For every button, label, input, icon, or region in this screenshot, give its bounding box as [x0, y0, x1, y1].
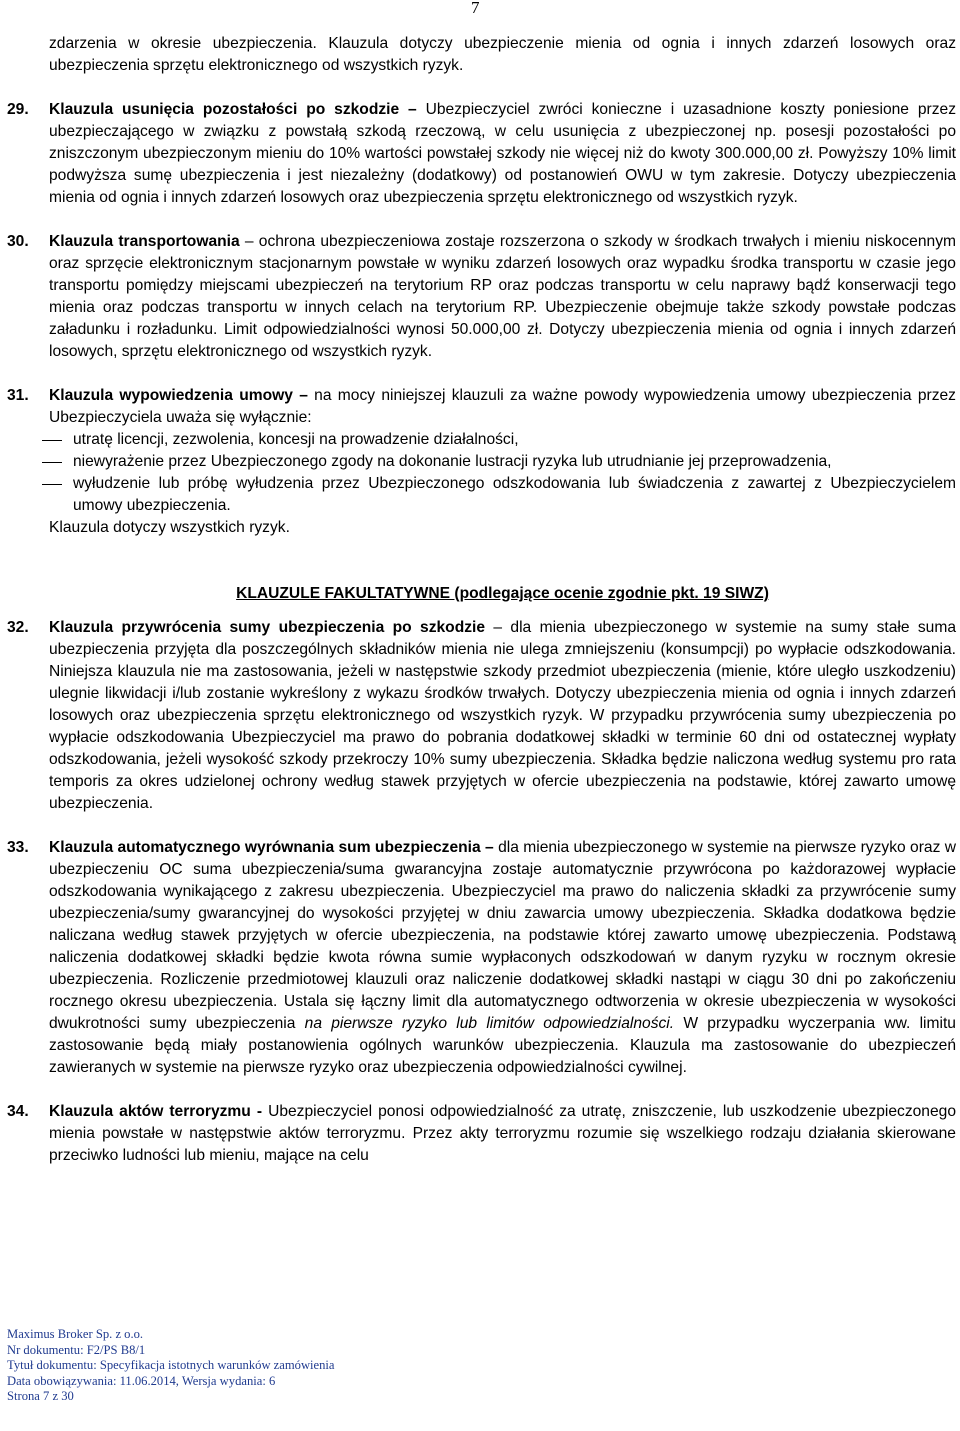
document-body	[0, 33, 960, 1167]
clause-title: Klauzula automatycznego wyrównania sum ubezpieczenia –	[49, 839, 494, 856]
clause-number: 30.	[7, 233, 29, 250]
clause-text: na mocy niniejszej klauzuli za ważne powody wypowiedzenia umowy ubezpieczenia przez Ubezpieczyciela uważa się wyłącznie:	[49, 387, 956, 426]
clause-title: Klauzula transportowania	[49, 233, 240, 250]
clause-number: 32.	[7, 619, 29, 636]
clause-31	[0, 385, 960, 429]
footer-doc-title: Tytuł dokumentu: Specyfikacja istotnych warunków zamówienia	[7, 1358, 335, 1373]
clause-29	[0, 99, 960, 209]
list-item: niewyrażenie przez Ubezpieczonego zgody na dokonanie lustracji ryzyka lub utrudnianie jej przeprowadzenia,	[0, 451, 960, 473]
clause-34	[0, 1101, 960, 1167]
clause-title: Klauzula usunięcia pozostałości po szkodzie –	[49, 101, 417, 118]
clause-text: Ubezpieczyciel zwróci konieczne i uzasadnione koszty poniesione przez ubezpieczającego w związku z powstałą szkodą rzeczową, w celu usunięcia z ubezpieczonej np. posesji pozostałości po zniszczonym ubezpieczonym mieniu do 10% wartości powstałej szkody nie więcej niż do kwoty 300.000,00 zł. Powyższy 10% limit podwyższa sumę ubezpieczenia i jest niezależny (dodatkowy) od postanowień OWU w tym zakresie. Dotyczy ubezpieczenia mienia od ognia i innych zdarzeń losowych oraz ubezpieczenia sprzętu elektronicznego od wszystkich ryzyk.	[49, 101, 956, 206]
clause-title: Klauzula aktów terroryzmu -	[49, 1103, 263, 1120]
clause-title: Klauzula wypowiedzenia umowy –	[49, 387, 308, 404]
clause-title: Klauzula przywrócenia sumy ubezpieczenia po szkodzie	[49, 619, 486, 636]
clause-text: dla mienia ubezpieczonego w systemie na pierwsze ryzyko oraz w ubezpieczeniu OC suma ubezpieczenia/suma gwarancyjna zostaje automatycznie przywrócona po każdorazowej wypłacie odszkodowania wynikającego z zakresu ubezpieczenia. Ubezpieczyciel ma prawo do naliczenia składki za przywrócenie sumy ubezpieczenia/sumy gwarancyjnej do wysokości przyjętej w dniu zawarcia umowy ubezpieczenia. Składka dodatkowa będzie naliczana według stawek przyjętych w ofercie ubezpieczenia, na podstawie której zawarto umowę ubezpieczenia. Podstawą naliczenia dodatkowej składki będzie kwota równa sumie wypłaconych odszkodowań w danym ryzyku w rocznym okresie ubezpieczenia. Rozliczenie przedmiotowej klauzuli oraz naliczenie dodatkowej składki nastąpi w ciągu 30 dni po zakończeniu rocznego okresu ubezpieczenia. Ustala się łączny limit dla automatycznego odtworzenia w okresie ubezpieczenia w wysokości dwukrotności sumy ubezpieczenia	[49, 839, 956, 1032]
list-item: wyłudzenie lub próbę wyłudzenia przez Ubezpieczonego odszkodowania lub świadczenia z zawartej z Ubezpieczycielem umowy ubezpieczenia.	[0, 473, 960, 517]
list-item: utratę licencji, zezwolenia, koncesji na prowadzenie działalności,	[0, 429, 960, 451]
footer-page-label: Strona 7 z 30	[7, 1389, 74, 1404]
clause-text: – ochrona ubezpieczeniowa zostaje rozszerzona o szkody w środkach trwałych i mieniu niskocennym oraz sprzęcie elektronicznym stacjonarnym powstałe w wyniku zdarzeń losowych oraz wypadku środka transportu w czasie jego transportu pomiędzy miejscami ubezpieczeń na terytorium RP oraz podczas transportu w celu naprawy bądź konserwacji tego mienia oraz podczas transportu w innych celach na terytorium RP. Ubezpieczenie obejmuje także szkody powstałe podczas załadunku i rozładunku. Limit odpowiedzialności wynosi 50.000,00 zł. Dotyczy ubezpieczenia mienia od ognia i innych zdarzeń losowych, sprzętu elektronicznego od wszystkich ryzyk.	[49, 233, 956, 360]
clause-33	[0, 837, 960, 1079]
page-number: 7	[471, 0, 480, 17]
document-footer	[7, 1327, 335, 1405]
clause-30	[0, 231, 960, 363]
clause-number: 31.	[7, 387, 29, 404]
clause-text: Ubezpieczyciel ponosi odpowiedzialność za utratę, zniszczenie, lub uszkodzenie ubezpieczonego mienia powstałe w następstwie aktów terroryzmu. Przez akty terroryzmu rozumie się wszelkiego rodzaju działania skierowane przeciwko ludności lub mieniu, mające na celu	[49, 1103, 957, 1164]
footer-company: Maximus Broker Sp. z o.o.	[7, 1327, 144, 1341]
clause-number: 33.	[7, 839, 29, 856]
clause-italic-text: na pierwsze ryzyko lub limitów odpowiedzialności.	[304, 1015, 675, 1032]
clause-text: – dla mienia ubezpieczonego w systemie na sumy stałe suma ubezpieczenia przyjęta dla poszczególnych składników mienia nie ulega zmniejszeniu (konsumpcji) po wypłacie odszkodowania. Niniejsza klauzula nie ma zastosowania, jeżeli w następstwie szkody przedmiot ubezpieczenia (mienie, które uległo uszkodzeniu) ulegnie likwidacji i/lub zostanie wykreślony z wykazu środków trwałych. Dotyczy ubezpieczenia mienia od ognia i innych zdarzeń losowych oraz ubezpieczenia sprzętu elektronicznego od wszystkich ryzyk. W przypadku przywrócenia sumy ubezpieczenia po wypłacie odszkodowania Ubezpieczyciel ma prawo do pobrania dodatkowej składki w terminie 60 dni od ostatecznej wypłaty odszkodowania, jeżeli wysokość szkody przekroczy 10% sumy ubezpieczenia. Składka będzie naliczona według systemu pro rata temporis za okres udzielonej ochrony według stawek przyjętych w ofercie ubezpieczenia na podstawie, której zawarto umowę ubezpieczenia.	[49, 619, 957, 812]
footer-dates: Data obowiązywania: 11.06.2014, Wersja wydania: 6	[7, 1373, 276, 1388]
footer-doc-number: Nr dokumentu: F2/PS B8/1	[7, 1342, 146, 1357]
clause-text-continued: W przypadku wyczerpania ww. limitu zastosowanie będą miały postanowienia ogólnych warunków ubezpieczenia. Klauzula ma zastosowanie do ubezpieczeń zawieranych w systemie na pierwsze ryzyko oraz ubezpieczenia odpowiedzialności cywilnej.	[49, 1015, 956, 1076]
clause-32	[0, 617, 960, 815]
section-heading: KLAUZULE FAKULTATYWNE (podlegające ocenie zgodnie pkt. 19 SIWZ)	[236, 585, 769, 602]
intro-paragraph: zdarzenia w okresie ubezpieczenia. Klauzula dotyczy ubezpieczenie mienia od ognia i innych zdarzeń losowych oraz ubezpieczenia sprzętu elektronicznego od wszystkich ryzyk.	[49, 35, 956, 74]
clause-number: 29.	[7, 101, 29, 118]
clause-closing: Klauzula dotyczy wszystkich ryzyk.	[49, 519, 290, 536]
clause-number: 34.	[7, 1103, 29, 1120]
